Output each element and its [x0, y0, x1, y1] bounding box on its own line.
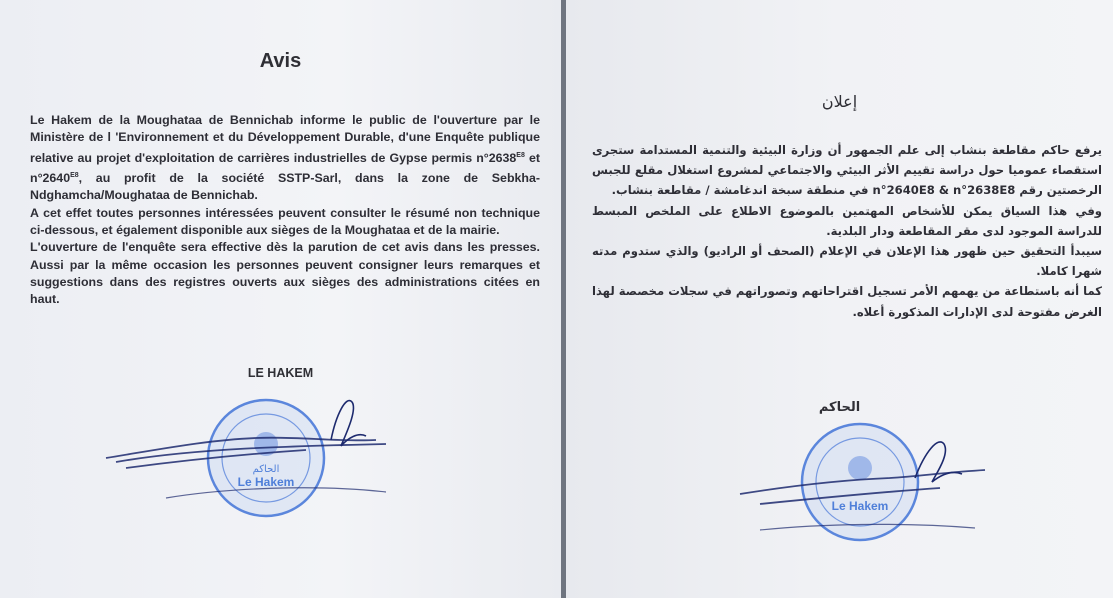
paragraph-ar-1: يرفع حاكم مقاطعة بنشاب إلى علم الجمهور أن وزارة البيئية والتنمية المستدامة ستجرى استقصاء عموميا حول دراسة تقييم الأثر البيئي والاجتماعي لمشروع استغلال مقلع للجبس الرخصتين رقم n°2640E8 & n°2638E8 في منطقة سبخة اندغامشة / مقاطعة بنشاب. [592, 143, 1102, 198]
notice-body-fr [30, 112, 540, 309]
stamp-text: Le Hakem [237, 475, 295, 489]
signature-label-fr: LE HAKEM [247, 366, 314, 380]
notice-title-ar: إعلان [821, 92, 858, 111]
stamp-outer-ring [208, 400, 324, 516]
notice-title-fr: Avis [259, 50, 302, 72]
paragraph-3: L'ouverture de l'enquête sera effective dès la parution de cet avis dans les presses. Aussi par la même occasion les personnes peuvent consigner leurs remarques et suggestions dans des registres ouverts aux sièges des administrations citées en haut. [30, 240, 540, 307]
paragraph-2: A cet effet toutes personnes intéressées peuvent consulter le résumé non technique ci-dessous, et également disponible aux sièges de la Moughataa et de la mairie. [30, 205, 540, 238]
paragraph-1: Le Hakem de la Moughataa de Bennichab informe le public de l'ouverture par le Ministère de l 'Environnement et du Développement Durable, d'une Enquête publique relative au projet d'exploitation de carrières industrielles de Gypse permis $n^\circ 2638^{E8}$ et $n^\circ 2640^{E8}$, au profit de la société SSTP-Sarl, dans la zone de Sebkha-Ndghamcha/Moughataa de Bennichab. [30, 113, 540, 203]
signature-label-ar: الحاكم [818, 400, 861, 415]
paragraph-ar-2: وفي هذا السياق يمكن للأشخاص المهتمين بالموضوع الاطلاع على الملخص المبسط للدراسة الموجود لدى مقر المقاطعة ودار البلدية. [592, 203, 1102, 238]
stamp-outer-ring [802, 424, 918, 540]
official-stamp-signature-left [96, 380, 396, 530]
stamp-emblem-icon [848, 456, 872, 480]
notice-body-ar [592, 140, 1102, 322]
paragraph-ar-4: كما أنه باستطاعة من يهمهم الأمر تسجيل اقتراحاتهم وتصوراتهم في سجلات مخصصة لهذا الغرض مفتوحة لدى الإدارات المذكورة أعلاه. [592, 284, 1102, 319]
stamp-text: Le Hakem [831, 499, 889, 513]
stamp-arabic-text: الحاكم [252, 464, 280, 475]
official-stamp-signature-right [700, 412, 1000, 562]
paragraph-ar-3: سيبدأ التحقيق حين ظهور هذا الإعلان في الإعلام (الصحف أو الراديو) والذي ستدوم مدته شهرا كاملا. [592, 244, 1102, 279]
